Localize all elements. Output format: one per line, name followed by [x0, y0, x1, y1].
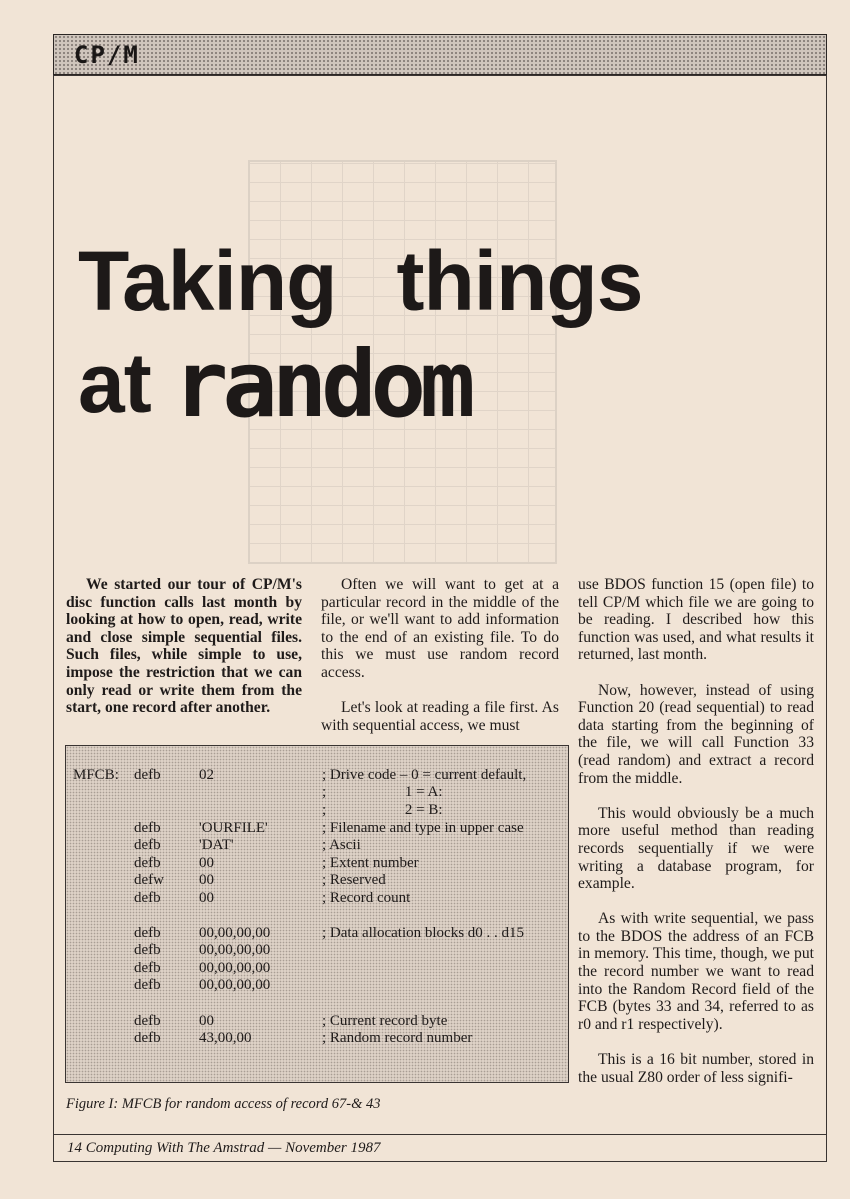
listing-value: 43,00,00 — [199, 1030, 252, 1046]
listing-value: 00,00,00,00 — [199, 977, 271, 993]
listing-comment: ; Random record number — [322, 1030, 473, 1046]
paragraph: As with write sequential, we pass to the BDOS the address of an FCB in memory. This time, though, we put the record number we want to read into the Random Record field of the FCB (bytes 33 and 34, referred to as r0 and r1 respectively). — [578, 910, 814, 1033]
listing-op: defb — [134, 942, 161, 958]
listing-comment: ; Filename and type in upper case — [322, 820, 524, 836]
listing-op: defb — [134, 837, 161, 853]
listing-value: 00,00,00,00 — [199, 942, 271, 958]
listing-op: defb — [134, 1013, 161, 1029]
section-header-band — [53, 34, 827, 75]
listing-comment: ; Reserved — [322, 872, 386, 888]
paragraph: use BDOS function 15 (open file) to tell CP/M which file we are going to be reading. I described how this function was used, and what results it returned, last month. — [578, 576, 814, 664]
article-title — [78, 230, 778, 436]
section-label: CP/M — [74, 41, 140, 69]
paragraph: Now, however, instead of using Function 20 (read sequential) to read data starting from the beginning of the file, we will call Function 33 (read random) and extract a record from the middle. — [578, 681, 814, 787]
listing-comment: ; Current record byte — [322, 1013, 448, 1029]
listing-value: 00,00,00,00 — [199, 925, 271, 941]
listing-op: defb — [134, 855, 161, 871]
paragraph: This is a 16 bit number, stored in the usual Z80 order of less signifi- — [578, 1051, 814, 1086]
title-word-at: at — [78, 336, 151, 430]
listing-comment: ; Drive code – 0 = current default, — [322, 767, 527, 783]
page-footer: 14 Computing With The Amstrad — November 1987 — [67, 1140, 381, 1156]
listing-op: defb — [134, 890, 161, 906]
listing-op: defb — [134, 1030, 161, 1046]
listing-comment: ; Record count — [322, 890, 411, 906]
listing-value: 00 — [199, 1013, 214, 1029]
intro-paragraph: We started our tour of CP/M's disc function calls last month by looking at how to open, read, write and close simple sequential files. Such files, while simple to use, impose the restriction that we can only read or write them from the start, one record after another. — [66, 576, 302, 717]
listing-comment: ; 2 = B: — [322, 802, 443, 818]
listing-label: MFCB: — [73, 767, 119, 783]
listing-op: defb — [134, 925, 161, 941]
listing-value: 'OURFILE' — [199, 820, 268, 836]
title-word-taking: Taking — [78, 234, 337, 328]
title-line-2 — [78, 332, 778, 436]
column-2 — [321, 576, 559, 752]
title-line-1 — [78, 230, 778, 332]
listing-value: 00,00,00,00 — [199, 960, 271, 976]
listing-value: 02 — [199, 767, 214, 783]
paragraph: This would obviously be a much more useful method than reading records sequentially if we were writing a database program, for example. — [578, 804, 814, 893]
figure-caption: Figure I: MFCB for random access of record 67-& 43 — [66, 1096, 381, 1112]
paragraph: Often we will want to get at a particular record in the middle of the file, or we'll want to add information to the end of an existing file. To do this we must use random record access. — [321, 576, 559, 681]
listing-op: defb — [134, 767, 161, 783]
listing-comment: ; 1 = A: — [322, 784, 443, 800]
listing-comment: ; Extent number — [322, 855, 419, 871]
title-word-things: things — [396, 234, 643, 328]
listing-op: defb — [134, 960, 161, 976]
listing-op: defb — [134, 977, 161, 993]
title-word-random: random — [173, 331, 470, 438]
listing-comment: ; Ascii — [322, 837, 361, 853]
listing-value: 'DAT' — [199, 837, 234, 853]
paragraph: Let's look at reading a file first. As with sequential access, we must — [321, 699, 559, 734]
listing-value: 00 — [199, 872, 214, 888]
listing-op: defb — [134, 820, 161, 836]
code-listing-box — [65, 745, 569, 1083]
listing-op: defw — [134, 872, 164, 888]
listing-value: 00 — [199, 890, 214, 906]
listing-comment: ; Data allocation blocks d0 . . d15 — [322, 925, 525, 941]
column-1 — [66, 576, 302, 734]
listing-value: 00 — [199, 855, 214, 871]
column-3 — [578, 576, 814, 1104]
